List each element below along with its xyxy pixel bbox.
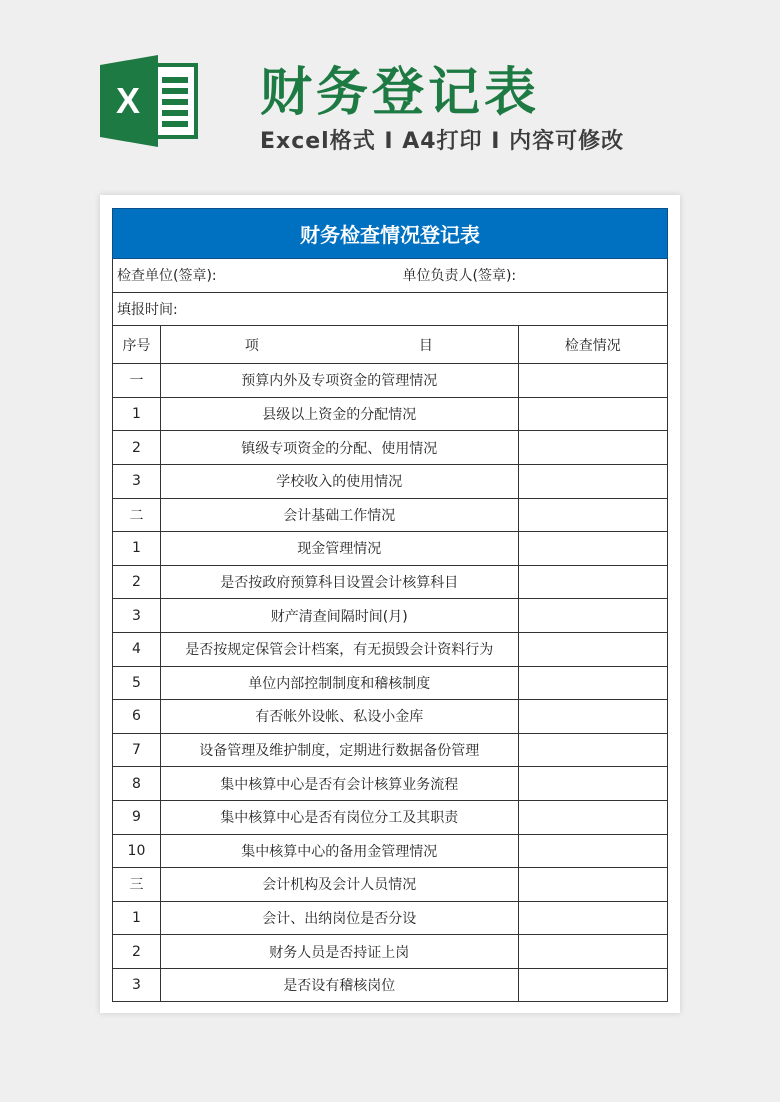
row-status-cell[interactable] bbox=[518, 532, 667, 566]
row-no: 三 bbox=[113, 868, 161, 902]
row-item: 是否设有稽核岗位 bbox=[160, 968, 518, 1002]
table-row bbox=[113, 599, 668, 633]
signature-row[interactable] bbox=[113, 259, 668, 293]
row-status-cell[interactable] bbox=[518, 498, 667, 532]
row-item: 财务人员是否持证上岗 bbox=[160, 935, 518, 969]
row-item: 会计基础工作情况 bbox=[160, 498, 518, 532]
row-item: 会计机构及会计人员情况 bbox=[160, 868, 518, 902]
table-row bbox=[113, 767, 668, 801]
row-no: 8 bbox=[113, 767, 161, 801]
row-no: 3 bbox=[113, 968, 161, 1002]
row-item: 预算内外及专项资金的管理情况 bbox=[160, 364, 518, 398]
row-status-cell[interactable] bbox=[518, 901, 667, 935]
row-no: 9 bbox=[113, 800, 161, 834]
row-no: 4 bbox=[113, 632, 161, 666]
row-status-cell[interactable] bbox=[518, 800, 667, 834]
row-item: 集中核算中心是否有会计核算业务流程 bbox=[160, 767, 518, 801]
row-item: 学校收入的使用情况 bbox=[160, 464, 518, 498]
row-no: 二 bbox=[113, 498, 161, 532]
table-row bbox=[113, 834, 668, 868]
row-status-cell[interactable] bbox=[518, 767, 667, 801]
row-item: 是否按规定保管会计档案，有无损毁会计资料行为 bbox=[160, 632, 518, 666]
row-item: 集中核算中心的备用金管理情况 bbox=[160, 834, 518, 868]
row-status-cell[interactable] bbox=[518, 733, 667, 767]
row-status-cell[interactable] bbox=[518, 397, 667, 431]
row-status-cell[interactable] bbox=[518, 666, 667, 700]
table-row bbox=[113, 901, 668, 935]
row-status-cell[interactable] bbox=[518, 364, 667, 398]
table-row bbox=[113, 800, 668, 834]
inspection-table bbox=[112, 208, 668, 1002]
unit-head-label: 单位负责人(签章): bbox=[402, 268, 517, 285]
header-status: 检查情况 bbox=[518, 326, 667, 364]
row-item: 单位内部控制制度和稽核制度 bbox=[160, 666, 518, 700]
row-no: 1 bbox=[113, 901, 161, 935]
row-status-cell[interactable] bbox=[518, 868, 667, 902]
row-item: 会计、出纳岗位是否分设 bbox=[160, 901, 518, 935]
banner-subtitle: Excel格式 Ⅰ A4打印 Ⅰ 内容可修改 bbox=[260, 129, 625, 154]
banner-title: 财务登记表 bbox=[260, 63, 541, 123]
row-item: 有否帐外设帐、私设小金库 bbox=[160, 700, 518, 734]
row-no: 1 bbox=[113, 532, 161, 566]
row-item: 县级以上资金的分配情况 bbox=[160, 397, 518, 431]
row-status-cell[interactable] bbox=[518, 935, 667, 969]
table-row bbox=[113, 733, 668, 767]
row-status-cell[interactable] bbox=[518, 632, 667, 666]
table-row bbox=[113, 666, 668, 700]
row-status-cell[interactable] bbox=[518, 565, 667, 599]
header-item: 项 目 bbox=[160, 326, 518, 364]
sheet-title: 财务检查情况登记表 bbox=[113, 209, 668, 259]
row-status-cell[interactable] bbox=[518, 599, 667, 633]
svg-text:X: X bbox=[115, 80, 141, 121]
row-no: 2 bbox=[113, 431, 161, 465]
row-no: 7 bbox=[113, 733, 161, 767]
fill-time-label: 填报时间: bbox=[117, 301, 178, 318]
row-no: 3 bbox=[113, 464, 161, 498]
table-row bbox=[113, 364, 668, 398]
row-status-cell[interactable] bbox=[518, 834, 667, 868]
table-row bbox=[113, 532, 668, 566]
table-row bbox=[113, 397, 668, 431]
header-no: 序号 bbox=[113, 326, 161, 364]
row-item: 镇级专项资金的分配、使用情况 bbox=[160, 431, 518, 465]
table-row bbox=[113, 700, 668, 734]
row-status-cell[interactable] bbox=[518, 431, 667, 465]
table-row bbox=[113, 464, 668, 498]
row-item: 是否按政府预算科目设置会计核算科目 bbox=[160, 565, 518, 599]
row-item: 财产清查间隔时间(月) bbox=[160, 599, 518, 633]
table-row bbox=[113, 868, 668, 902]
row-no: 5 bbox=[113, 666, 161, 700]
table-row bbox=[113, 632, 668, 666]
row-no: 2 bbox=[113, 935, 161, 969]
row-item: 设备管理及维护制度，定期进行数据备份管理 bbox=[160, 733, 518, 767]
table-row bbox=[113, 968, 668, 1002]
row-status-cell[interactable] bbox=[518, 968, 667, 1002]
row-no: 1 bbox=[113, 397, 161, 431]
table-row bbox=[113, 431, 668, 465]
row-item: 现金管理情况 bbox=[160, 532, 518, 566]
row-status-cell[interactable] bbox=[518, 464, 667, 498]
excel-logo-icon bbox=[100, 55, 198, 147]
table-row bbox=[113, 498, 668, 532]
inspect-unit-label: 检查单位(签章): bbox=[117, 268, 217, 285]
row-no: 6 bbox=[113, 700, 161, 734]
row-no: 2 bbox=[113, 565, 161, 599]
row-item: 集中核算中心是否有岗位分工及其职责 bbox=[160, 800, 518, 834]
row-status-cell[interactable] bbox=[518, 700, 667, 734]
table-row bbox=[113, 565, 668, 599]
row-no: 10 bbox=[113, 834, 161, 868]
table-row bbox=[113, 935, 668, 969]
row-no: 一 bbox=[113, 364, 161, 398]
fill-time-row[interactable] bbox=[113, 292, 668, 326]
row-no: 3 bbox=[113, 599, 161, 633]
